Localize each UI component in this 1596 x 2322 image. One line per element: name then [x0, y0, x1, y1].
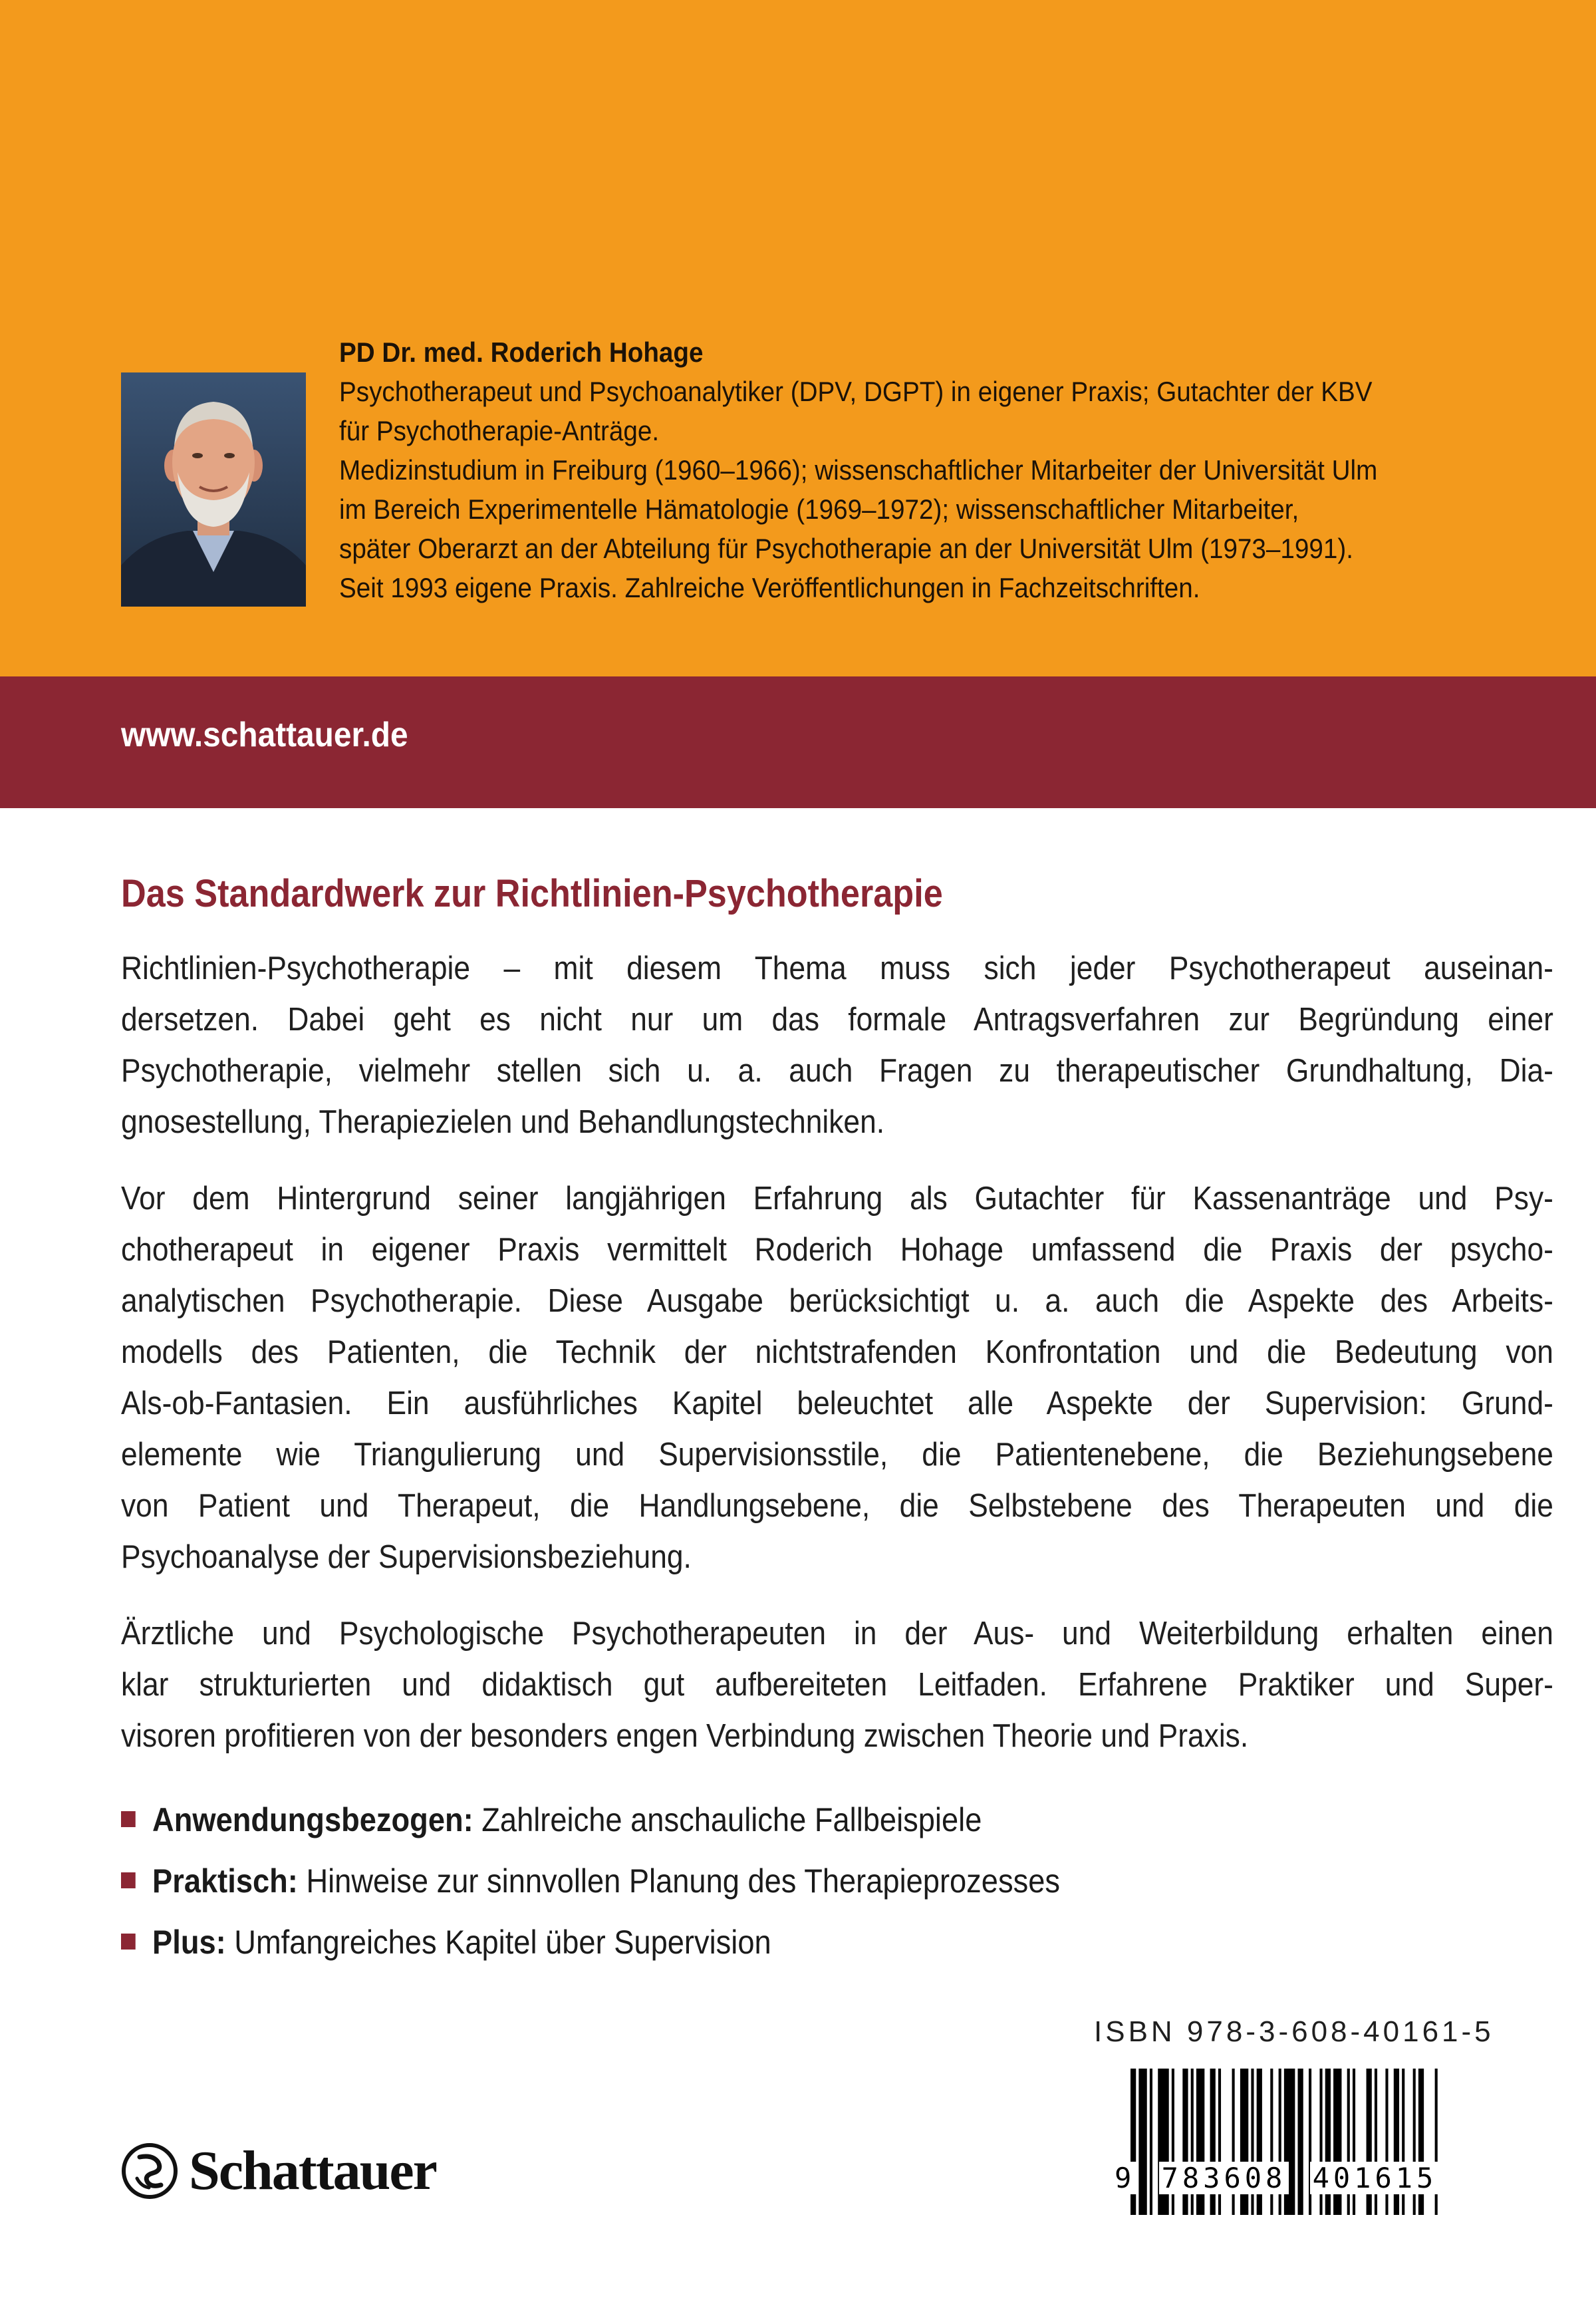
square-bullet-icon [121, 1934, 136, 1950]
book-headline: Das Standardwerk zur Richtlinien-Psychotherapie [121, 872, 943, 915]
feature-label: Plus: [152, 1924, 226, 1961]
square-bullet-icon [121, 1872, 136, 1888]
text-line: Ärztliche und Psychologische Psychotherapeuten in der Aus- und Weiterbildung erhalten einen [121, 1616, 1553, 1652]
feature-item [121, 1789, 1060, 1850]
blurb-paragraph [121, 1173, 1553, 1583]
isbn-number: ISBN 978-3-608-40161-5 [1094, 2015, 1494, 2048]
feature-text: Umfangreiches Kapitel über Supervision [225, 1924, 771, 1961]
text-line: Psychoanalyse der Supervisionsbeziehung. [121, 1539, 692, 1575]
text-line: Als-ob-Fantasien. Ein ausführliches Kapitel beleuchtet alle Aspekte der Supervision: Grund- [121, 1385, 1553, 1421]
author-bio-line: im Bereich Experimentelle Hämatologie (1969–1972); wissenschaftlicher Mitarbeiter, [339, 494, 1299, 525]
publisher-emblem-icon [121, 2142, 178, 2200]
text-line: analytischen Psychotherapie. Diese Ausgabe berücksichtigt u. a. auch die Aspekte des Arbeits- [121, 1283, 1553, 1319]
feature-item [121, 1912, 1060, 1973]
text-line: klar strukturierten und didaktisch gut aufbereiteten Leitfaden. Erfahrene Praktiker und Super- [121, 1667, 1553, 1703]
author-bio-line: später Oberarzt an der Abteilung für Psychotherapie an der Universität Ulm (1973–1991). [339, 533, 1353, 564]
barcode-digits [1112, 2162, 1440, 2194]
barcode-digits-left: 783608 [1159, 2162, 1289, 2194]
author-photo [121, 372, 306, 607]
author-bio-line: Psychotherapeut und Psychoanalytiker (DPV, DGPT) in eigener Praxis; Gutachter der KBV [339, 376, 1373, 407]
author-bio-line: für Psychotherapie-Anträge. [339, 415, 660, 446]
feature-list [121, 1789, 1060, 1973]
text-line: Vor dem Hintergrund seiner langjährigen Erfahrung als Gutachter für Kassenanträge und Psy- [121, 1181, 1553, 1217]
publisher-name: Schattauer [189, 2140, 436, 2202]
author-section [0, 0, 1596, 676]
barcode-digits-right: 401615 [1310, 2162, 1440, 2194]
feature-text: Zahlreiche anschauliche Fallbeispiele [473, 1801, 982, 1838]
text-line: visoren profitieren von der besonders engen Verbindung zwischen Theorie und Praxis. [121, 1718, 1249, 1754]
text-line: gnosestellung, Therapiezielen und Behandlungstechniken. [121, 1104, 885, 1140]
text-line: dersetzen. Dabei geht es nicht nur um das formale Antragsverfahren zur Begründung einer [121, 1002, 1553, 1038]
text-line: von Patient und Therapeut, die Handlungsebene, die Selbstebene des Therapeuten und die [121, 1488, 1553, 1524]
text-line: elemente wie Triangulierung und Supervisionsstile, die Patientenebene, die Beziehungsebene [121, 1437, 1553, 1473]
blurb-paragraph [121, 943, 1553, 1148]
feature-label: Anwendungsbezogen: [152, 1801, 473, 1838]
publisher-logo [121, 2138, 436, 2203]
barcode-digit-prefix: 9 [1112, 2162, 1138, 2194]
feature-label: Praktisch: [152, 1862, 298, 1900]
text-line: Richtlinien-Psychotherapie – mit diesem Thema muss sich jeder Psychotherapeut auseinan- [121, 950, 1553, 986]
blurb-text [121, 943, 1553, 1787]
feature-item [121, 1850, 1060, 1912]
author-name: PD Dr. med. Roderich Hohage [339, 337, 704, 368]
square-bullet-icon [121, 1811, 136, 1827]
website-link[interactable]: www.schattauer.de [121, 716, 408, 754]
blurb-paragraph [121, 1608, 1553, 1762]
feature-text: Hinweise zur sinnvollen Planung des Therapieprozesses [297, 1862, 1061, 1900]
author-bio-line: Medizinstudium in Freiburg (1960–1966); wissenschaftlicher Mitarbeiter der Universität Ulm [339, 454, 1378, 486]
author-bio-line: Seit 1993 eigene Praxis. Zahlreiche Veröffentlichungen in Fachzeitschriften. [339, 572, 1200, 603]
text-line: chotherapeut in eigener Praxis vermittelt Roderich Hohage umfassend die Praxis der psycho- [121, 1232, 1553, 1268]
author-portrait-image [121, 372, 306, 607]
author-bio [339, 333, 1391, 607]
text-line: Psychotherapie, vielmehr stellen sich u. a. auch Fragen zu therapeutischer Grundhaltung, Dia- [121, 1053, 1553, 1089]
text-line: modells des Patienten, die Technik der nichtstrafenden Konfrontation und die Bedeutung von [121, 1334, 1553, 1370]
